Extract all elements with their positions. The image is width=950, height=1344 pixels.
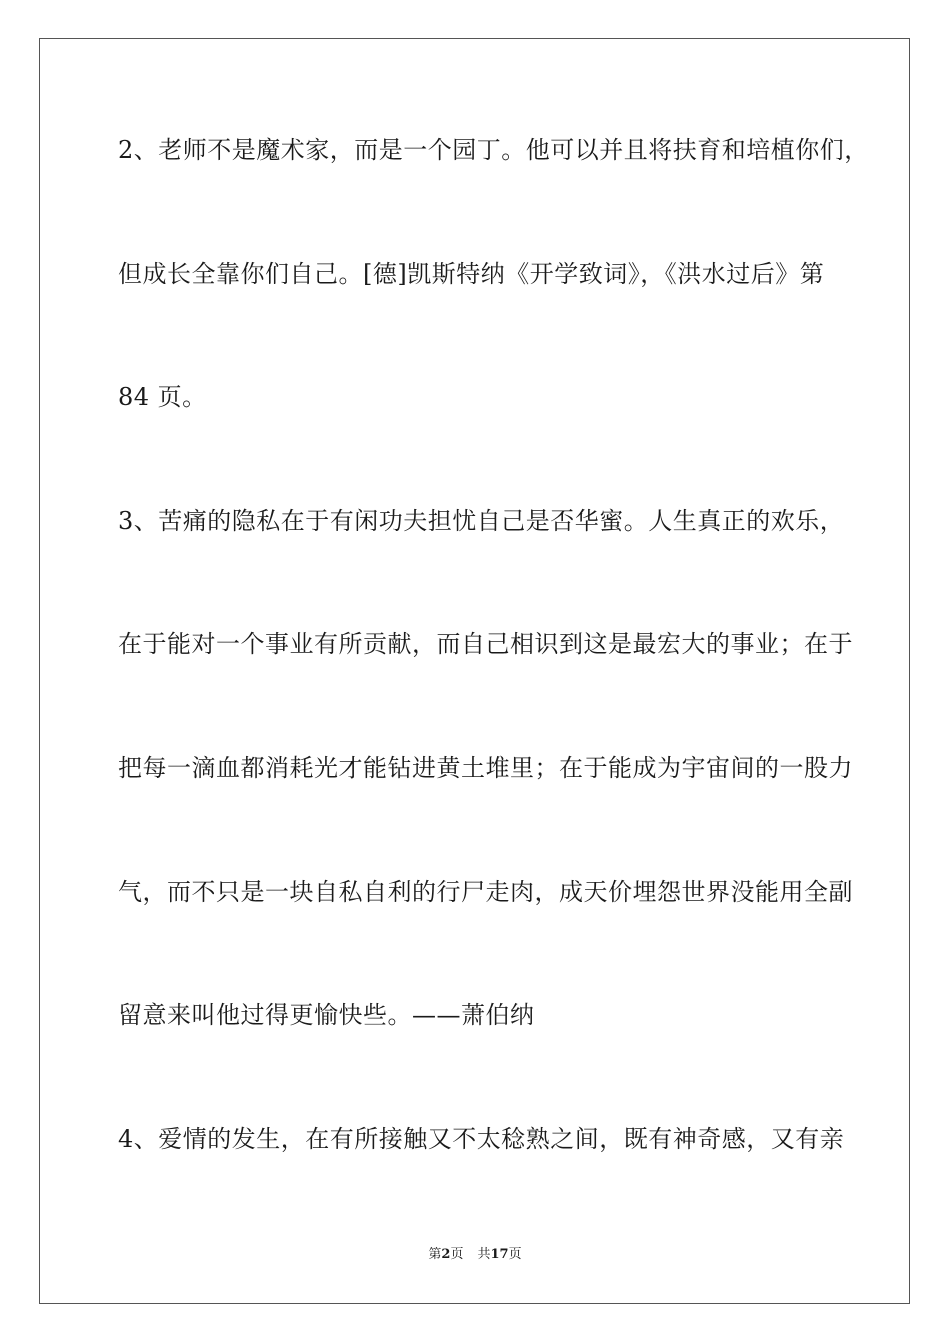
- text-line-6: 把每一滴血都消耗光才能钻进黄土堆里；在于能成为宇宙间的一股力: [118, 754, 853, 782]
- footer-total-prefix: 共: [477, 1247, 491, 1262]
- page-border: [39, 38, 910, 1304]
- text-line-5: 在于能对一个事业有所贡献，而自己相识到这是最宏大的事业；在于: [118, 630, 853, 658]
- footer-page-suffix: 页: [450, 1247, 464, 1262]
- text-line-1: 2、老师不是魔术家，而是一个园丁。他可以并且将扶育和培植你们，: [118, 136, 869, 164]
- text-line-2: 但成长全靠你们自己。[德]凯斯特纳《开学致词》，《洪水过后》第: [118, 260, 825, 288]
- footer-total-suffix: 页: [508, 1247, 522, 1262]
- footer-page-prefix: 第: [428, 1247, 442, 1262]
- footer-total-number: 17: [490, 1247, 509, 1262]
- text-line-8: 留意来叫他过得更愉快些。——萧伯纳: [118, 1001, 535, 1029]
- footer-page-number: 2: [441, 1247, 451, 1262]
- text-line-7: 气，而不只是一块自私自利的行尸走肉，成天价埋怨世界没能用全副: [118, 878, 853, 906]
- page-footer: [0, 1246, 950, 1264]
- text-line-9: 4、爱情的发生，在有所接触又不太稔熟之间，既有神奇感，又有亲: [118, 1125, 845, 1153]
- text-line-3: 84 页。: [118, 383, 207, 411]
- text-line-4: 3、苦痛的隐私在于有闲功夫担忧自己是否华蜜。人生真正的欢乐，: [118, 507, 845, 535]
